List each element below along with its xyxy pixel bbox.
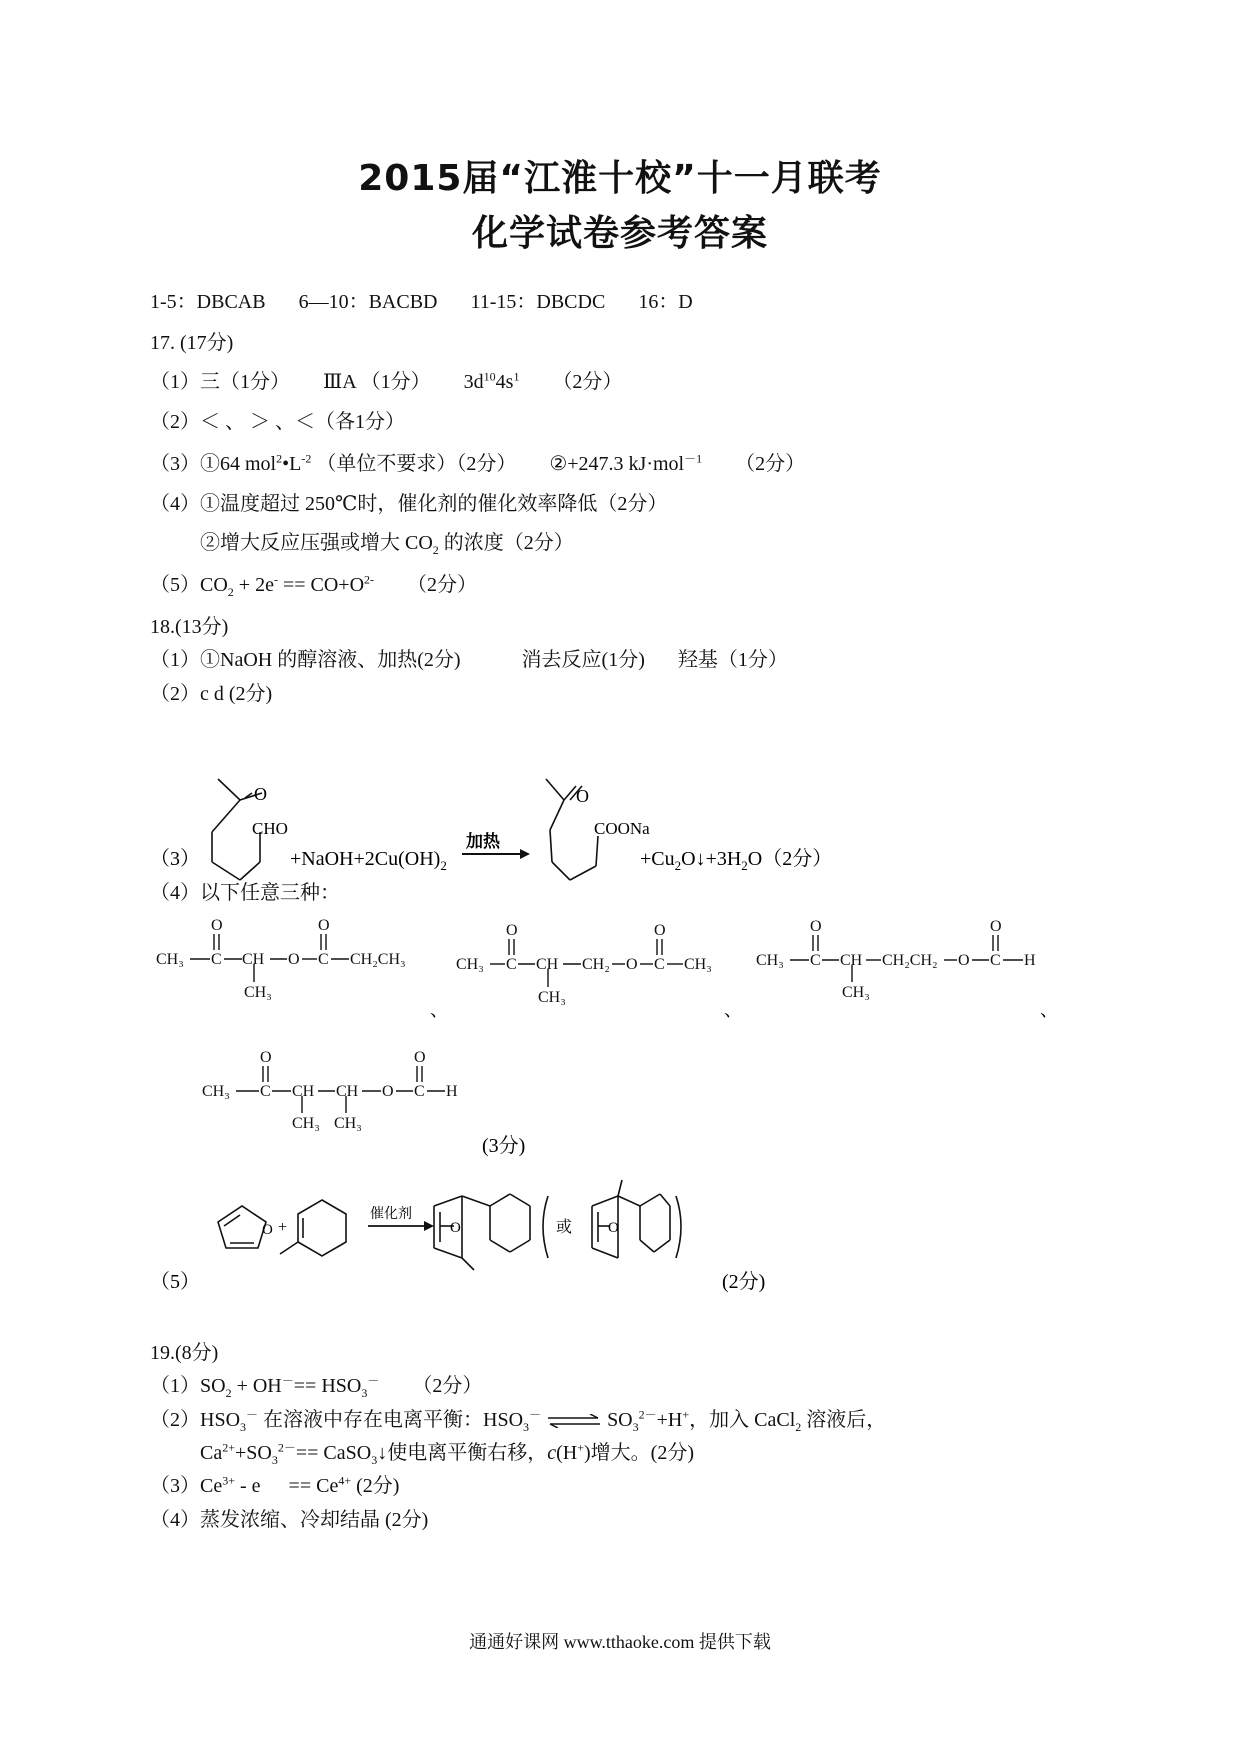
isomer-separator-1: 、 xyxy=(430,1000,448,1020)
isomer-separator-2: 、 xyxy=(724,1000,742,1020)
s1-ch3: CH₃ xyxy=(156,951,184,968)
furan-ring xyxy=(218,1206,266,1248)
q19-line1: $(1)SO_2 + OH^-== HSO_3^-$ （2分） xyxy=(150,1373,483,1400)
s4-ch3: CH₃ xyxy=(202,1083,230,1100)
q18-line2: （2）c d (2分) xyxy=(150,683,273,705)
s4-c: C xyxy=(260,1083,271,1100)
s3-c: C xyxy=(810,952,821,969)
page-title: 2015届“江淮十校”十一月联考 xyxy=(358,158,882,199)
reaction3-reagents: $+NaOH+2Cu(OH)_2$ xyxy=(290,848,447,873)
s4-me2: CH₃ xyxy=(334,1115,362,1132)
s3-ox1: O xyxy=(810,918,822,935)
s3-ch: CH xyxy=(840,952,863,969)
q19-line2b: $Ca^{2+}+SO_3^{2-}==$ CaSO$_3$↓使电离平衡右移，c(H+)增大。(2分) xyxy=(200,1440,694,1467)
product-oxygen: O xyxy=(576,786,589,806)
s1-o: O xyxy=(288,951,300,968)
s4-o: O xyxy=(382,1083,394,1100)
reaction5-or: 或 xyxy=(556,1219,573,1236)
s2-ch: CH xyxy=(536,956,559,973)
page-subtitle: 化学试卷参考答案 xyxy=(471,213,768,254)
s3-o: O xyxy=(958,952,970,969)
q18-line4: （4）以下任意三种： xyxy=(150,882,340,904)
s4-ch2: CH xyxy=(336,1083,359,1100)
s1-me: CH₃ xyxy=(244,984,272,1001)
reaction5-plus: + xyxy=(278,1219,288,1236)
reaction3-products: $+Cu_2O↓+3H_2O(2$分） xyxy=(640,848,833,873)
mc-1-5: 1-5：DBCAB xyxy=(150,291,266,313)
s3-h: H xyxy=(1024,952,1036,969)
cyclohexene-ring xyxy=(298,1200,346,1256)
reaction5-number: （5） xyxy=(150,1271,200,1293)
s2-ox1: O xyxy=(506,922,518,939)
s4-c2: C xyxy=(414,1083,425,1100)
reaction3-condition: 加热 xyxy=(466,832,500,851)
s2-ch2: CH₂ xyxy=(582,956,610,973)
s1-ox2: O xyxy=(318,917,330,934)
reactant-cho: CHO xyxy=(252,819,288,838)
s3-ch3: CH₃ xyxy=(756,952,784,969)
reactant-oxygen: O xyxy=(254,784,267,804)
q17-head: 17. (17分) xyxy=(150,332,234,354)
s2-end: CH₃ xyxy=(684,956,712,973)
s2-ch3: CH₃ xyxy=(456,956,484,973)
mc-6-10: 6—10：BACBD xyxy=(298,291,438,313)
reaction3-number: （3） xyxy=(150,848,200,870)
s4-me1: CH₃ xyxy=(292,1115,320,1132)
s4-ox2: O xyxy=(414,1049,426,1066)
s4-ox1: O xyxy=(260,1049,272,1066)
s1-ox1: O xyxy=(211,917,223,934)
q17-line3: （3）①64 $mol^2•L^{-2}$ （单位不要求）（2分） ②+247.3 kJ·mol$^{-1}$ （2分） xyxy=(150,451,806,475)
reaction5-score: (2分) xyxy=(722,1271,766,1293)
q18-line1: （1）①NaOH 的醇溶液、加热(2分) 消去反应(1分) 羟基（1分） xyxy=(150,649,788,671)
s2-o: O xyxy=(626,956,638,973)
s2-me: CH₃ xyxy=(538,989,566,1006)
q17-line1: （1）三（1分） ⅢA （1分） $3d^{10}4s^1$ （2分） xyxy=(150,369,623,393)
s1-c2: C xyxy=(318,951,329,968)
s2-ox2: O xyxy=(654,922,666,939)
q17-line2: （2）＜ 、 ＞ 、＜（各1分） xyxy=(150,411,405,433)
s1-et: CH₂CH₃ xyxy=(350,951,406,968)
s4-h: H xyxy=(446,1083,458,1100)
s3-c2: C xyxy=(990,952,1001,969)
q19-line3: $(3)Ce^{3+} - e == Ce^{4+}$ (2分) xyxy=(150,1473,400,1497)
mc-11-15: 11-15：DBCDC xyxy=(470,291,606,313)
reaction5-arrow-head xyxy=(424,1221,434,1231)
mc-16: 16：D xyxy=(638,291,693,313)
s2-c: C xyxy=(506,956,517,973)
q19-head: 19.(8分) xyxy=(150,1342,219,1364)
s4-ch: CH xyxy=(292,1083,315,1100)
product-coona: COONa xyxy=(594,819,650,838)
q19-line2: $(2)HSO_3^-$ 在溶液中存在电离平衡：$HSO_3^-$ $SO_3^{2-}+H^+$，加入 CaCl$_2$ 溶液后， xyxy=(150,1407,887,1434)
furan-oxygen: O xyxy=(262,1222,273,1238)
q18-head: 18.(13分) xyxy=(150,616,229,638)
isomer-score: (3分) xyxy=(482,1135,526,1157)
product2-oxygen: O xyxy=(608,1220,619,1236)
reaction5-catalyst: 催化剂 xyxy=(370,1207,412,1222)
s2-c2: C xyxy=(654,956,665,973)
equilibrium-arrow xyxy=(546,1414,602,1428)
s3-ch2: CH₂CH₂ xyxy=(882,952,938,969)
s1-ch: CH xyxy=(242,951,265,968)
s1-c: C xyxy=(211,951,222,968)
q17-line4: （4）①温度超过 250℃时，催化剂的催化效率降低（2分） xyxy=(150,493,668,515)
isomer-separator-3: 、 xyxy=(1040,1000,1058,1020)
s3-ox2: O xyxy=(990,918,1002,935)
product1-oxygen: O xyxy=(450,1220,461,1236)
footer: 通通好课网 www.tthaoke.com 提供下载 xyxy=(469,1632,771,1652)
q17-line5: $(5)CO_2 + 2e^- == CO+O^{2-}$ （2分） xyxy=(150,572,478,599)
q19-line4: （4）蒸发浓缩、冷却结晶 (2分) xyxy=(150,1509,429,1531)
q17-line4b: ②增大反应压强或增大 $CO_2$ 的浓度（2分） xyxy=(200,532,574,557)
s3-me: CH₃ xyxy=(842,984,870,1001)
